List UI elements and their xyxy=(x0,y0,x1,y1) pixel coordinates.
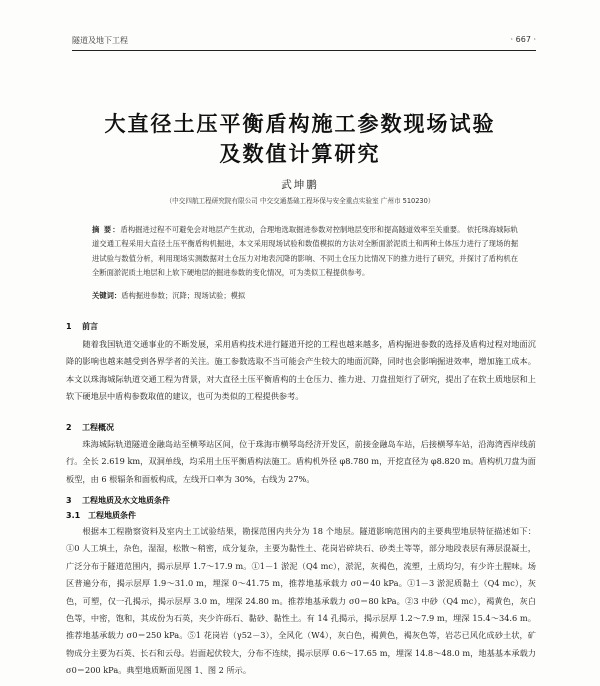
section-title: 工程概况 xyxy=(82,423,114,432)
section-number: 1 xyxy=(66,322,72,331)
author-name: 武坤鹏 xyxy=(281,179,319,191)
section-heading-1 xyxy=(66,321,98,332)
running-head xyxy=(72,35,536,49)
abstract xyxy=(92,223,518,281)
subsection-number: 3.1 xyxy=(66,511,81,520)
page-number: · 667 · xyxy=(510,35,536,44)
section-title: 前言 xyxy=(82,322,98,331)
header-rule xyxy=(72,50,536,51)
section-number: 3 xyxy=(66,496,72,505)
abstract-label: 摘 要： xyxy=(92,225,121,234)
section-heading-2 xyxy=(66,422,114,433)
keywords-text: 盾构掘进参数；沉降；现场试验；模拟 xyxy=(121,291,246,300)
author-affiliation: （中交四航工程研究院有限公司 中交交通基础工程环保与安全重点实验室 广州市 510230） xyxy=(165,197,435,205)
section-number: 2 xyxy=(66,423,72,432)
subsection-heading-3-1 xyxy=(66,510,136,521)
subsection-title: 工程地质条件 xyxy=(88,511,136,520)
paper-title-line-1: 大直径土压平衡盾构施工参数现场试验 xyxy=(104,111,496,136)
section-title: 工程地质及水文地质条件 xyxy=(82,496,170,505)
section-1-paragraph: 随着我国轨道交通事业的不断发展，采用盾构技术进行隧道开挖的工程也越来越多，盾构掘进参数的选择及盾构过程对地面沉降的影响也越来越受到各界学者的关注。施工参数选取不当可能会产生较大的地面沉降，同时也会影响掘进效率，增加施工成本。本文以珠海城际轨道交通工程为背景，对大直径土压平衡盾构的土仓压力、推力进、刀盘扭矩行了研究，提出了在软土质地层和上软下硬地层中盾构参数取值的建议，也可为类似的工程提供参考。 xyxy=(66,339,536,402)
section-2-paragraph: 珠海城际轨道隧道金融岛站至横琴站区间，位于珠海市横琴岛经济开发区，前接金融岛车站，后接横琴车站，沿海湾西岸线前行。全长 2.619 km，双洞单线，均采用土压平衡盾构法施工。盾构机外径 φ8.780 m，开挖直径为 φ8.820 m。盾构机刀盘为面板型，由 6 根辐条和面板构成，左线开口率为 30%，右线为 27%。 xyxy=(66,439,536,484)
keywords-label: 关键词： xyxy=(92,291,122,300)
section-heading-3 xyxy=(66,495,170,506)
keywords xyxy=(92,291,518,301)
section-3-1-paragraph: 根据本工程勘察资料及室内土工试验结果，勘探范围内共分为 18 个地层。隧道影响范围内的主要典型地层特征描述如下：①0 人工填土，杂色，湿湿，松散～稍密，成分复杂，主要为黏性土、花岗岩碎块石、砂类土等等，部分地段表层有薄层混凝土，广泛分布于隧道范围内，揭示层厚 1.7～17.9 m。①1－1 淤泥（Q4 mc），淤泥，灰褐色，流塑，土质均匀，有少许土腥味。场区普遍分布，揭示层厚 1.9～31.0 m，埋深 0～41.75 m，推荐地基承载力 σ0＝40 kPa。①1－3 淤泥质黏土（Q4 mc），灰色，可塑，仅一孔揭示，揭示层厚 3.0 m，埋深 24.80 m。推荐地基承载力 σ0＝80 kPa。②3 中砂（Q4 mc），褐黄色，灰白色等，中密，饱和，其成份为石英，夹少许砾石、黏砂、黏性土。有 14 孔揭示，揭示层厚 1.2～7.9 m，埋深 15.4～34.6 m。推荐地基承载力 σ0＝250 kPa。⑤1 花岗岩（γ52－3），全风化（W4），灰白色，褐黄色，褐灰色等，岩芯已风化成砂土状，矿物成分主要为石英、长石和云母。岩面起伏较大，分布不连续，揭示层厚 0.6～17.65 m，埋深 14.8～48.0 m，地基基本承载力 σ0＝200 kPa。典型地质断面见图 1、图 2 所示。 xyxy=(66,526,536,676)
paper-title-line-2: 及数值计算研究 xyxy=(219,141,381,166)
journal-name: 隧道及地下工程 xyxy=(72,36,128,45)
abstract-text: 盾构掘进过程不可避免会对地层产生扰动，合理地选取掘进参数对控制地层变形和提高隧道效率至关重要。 依托珠海城际轨道交通工程采用大直径土压平衡盾构机掘进，本文采用现场试验和数值模拟的方法对全断面淤泥质土和两种土体压力进行了现场的掘进试验与数值分析，利用现场实测数据对土仓压力对地表沉降的影响、不同土仓压力比情况下的推力进行了研究，并探讨了盾构机在全断面淤泥质土地层和上软下硬地层的掘进参数的变化情况，可为类似工程提供参考。 xyxy=(92,225,518,278)
